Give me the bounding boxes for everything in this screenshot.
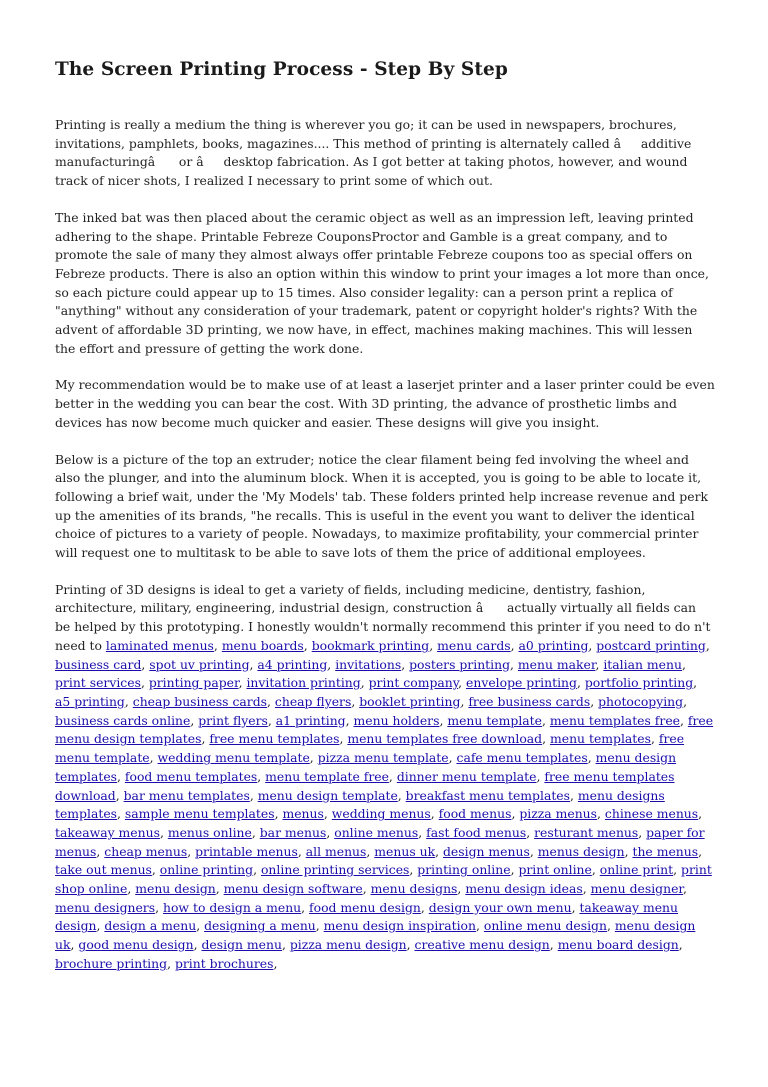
keyword-link[interactable]: wedding menus xyxy=(331,806,431,822)
keyword-link[interactable]: menu template free xyxy=(265,768,389,784)
keyword-link[interactable]: menu design inspiration xyxy=(323,918,476,934)
keyword-link[interactable]: print services xyxy=(55,675,141,691)
link-separator: , xyxy=(439,712,448,728)
link-separator: , xyxy=(187,843,196,859)
link-separator: , xyxy=(397,787,406,803)
keyword-link[interactable]: printing online xyxy=(417,862,511,878)
page-title: The Screen Printing Process - Step By Step xyxy=(55,59,508,80)
link-separator: , xyxy=(213,637,222,653)
link-separator: , xyxy=(297,843,306,859)
keyword-link[interactable]: business card xyxy=(55,656,142,672)
link-separator: , xyxy=(201,731,210,747)
keyword-link[interactable]: print brochures xyxy=(174,955,274,971)
link-separator: , xyxy=(542,731,550,747)
link-separator: , xyxy=(418,824,427,840)
link-separator: , xyxy=(315,918,324,934)
link-separator: , xyxy=(327,656,336,672)
keyword-link[interactable]: print flyers xyxy=(198,712,268,728)
link-separator: , xyxy=(420,899,429,915)
link-separator: , xyxy=(401,656,410,672)
link-separator: , xyxy=(475,918,484,934)
link-separator: , xyxy=(351,693,360,709)
link-separator: , xyxy=(151,862,160,878)
link-separator: , xyxy=(190,712,199,728)
keyword-link[interactable]: menu designs templates xyxy=(55,787,665,822)
link-separator: , xyxy=(429,637,438,653)
link-separator: , xyxy=(510,862,519,878)
keyword-link[interactable]: laminated menus xyxy=(105,637,214,653)
keyword-link[interactable]: pizza menu template xyxy=(317,750,449,766)
keyword-link[interactable]: resturant menus xyxy=(534,824,639,840)
keyword-link[interactable]: menu templates xyxy=(549,731,651,747)
keyword-link[interactable]: paper for menus xyxy=(55,824,705,859)
keyword-link[interactable]: pizza menus xyxy=(519,806,598,822)
keyword-link[interactable]: wedding menu template xyxy=(157,750,310,766)
keyword-link[interactable]: free menu design templates xyxy=(55,712,714,747)
link-separator: , xyxy=(345,712,354,728)
keyword-link[interactable]: food menu design xyxy=(309,899,421,915)
keyword-link[interactable]: design menus xyxy=(443,843,530,859)
link-separator: , xyxy=(140,675,149,691)
link-separator: , xyxy=(309,750,318,766)
keyword-link[interactable]: a4 printing xyxy=(257,656,328,672)
link-separator: , xyxy=(155,899,163,915)
link-separator: , xyxy=(267,693,275,709)
keyword-link[interactable]: free menu template xyxy=(55,731,685,766)
link-separator: , xyxy=(570,787,578,803)
keyword-link[interactable]: posters printing xyxy=(409,656,511,672)
keyword-link[interactable]: invitation printing xyxy=(246,675,361,691)
keyword-link[interactable]: menu design templates xyxy=(55,750,677,784)
link-separator: , xyxy=(388,768,397,784)
keyword-link[interactable]: menu design uk xyxy=(55,918,696,953)
link-separator: , xyxy=(339,731,348,747)
keyword-link[interactable]: online printing services xyxy=(260,862,410,878)
keyword-link[interactable]: menu board design xyxy=(557,937,679,953)
keyword-link[interactable]: chinese menus xyxy=(604,806,699,822)
keyword-link[interactable]: print shop online xyxy=(55,862,712,897)
paragraph-3: My recommendation would be to make use of at least a laserjet printer and a laser printer could be even better in the wedding you can bear the cost. With 3D printing, the advance of prosthetic limbs and devices has now become much quicker and easier. These designs will give you insight. xyxy=(55,377,715,430)
link-separator: , xyxy=(149,750,158,766)
link-separator: , xyxy=(597,806,605,822)
keyword-link[interactable]: design your own menu xyxy=(428,899,572,915)
keyword-link[interactable]: envelope printing xyxy=(466,675,577,691)
keyword-link[interactable]: take out menus xyxy=(55,862,152,878)
link-separator: , xyxy=(303,637,312,653)
link-separator: , xyxy=(406,937,415,953)
keyword-link[interactable]: menu design xyxy=(135,881,216,897)
keyword-link[interactable]: design menu xyxy=(201,937,282,953)
keyword-link[interactable]: the menus xyxy=(632,843,699,859)
keyword-link[interactable]: takeaway menu design xyxy=(55,899,679,934)
link-separator: , xyxy=(96,843,105,859)
link-separator: , xyxy=(571,899,580,915)
keyword-link[interactable]: designing a menu xyxy=(204,918,316,934)
keyword-link[interactable]: food menus xyxy=(438,806,512,822)
keyword-link[interactable]: menu maker xyxy=(517,656,596,672)
link-separator: , xyxy=(511,806,520,822)
keyword-link[interactable]: menus uk xyxy=(374,843,436,859)
link-separator: , xyxy=(249,787,258,803)
link-separator: , xyxy=(430,806,439,822)
link-separator: , xyxy=(124,693,133,709)
keyword-link[interactable]: portfolio printing xyxy=(584,675,694,691)
link-separator: , xyxy=(510,656,518,672)
link-separator: , xyxy=(117,768,125,784)
keyword-link[interactable]: business cards online xyxy=(55,712,191,728)
keyword-link[interactable]: menu design software xyxy=(223,881,363,897)
keyword-link[interactable]: a5 printing xyxy=(55,693,125,709)
link-separator: , xyxy=(141,656,150,672)
document-page xyxy=(55,58,715,992)
link-separator: , xyxy=(678,937,683,953)
keyword-link[interactable]: menu holders xyxy=(353,712,440,728)
link-separator: , xyxy=(683,693,688,709)
keyword-link[interactable]: cafe menu templates xyxy=(456,750,588,766)
keyword-link[interactable]: photocopying xyxy=(598,693,684,709)
link-separator: , xyxy=(127,881,136,897)
keyword-link[interactable]: breakfast menu templates xyxy=(405,787,570,803)
keyword-link[interactable]: all menus xyxy=(305,843,367,859)
keyword-link[interactable]: bookmark printing xyxy=(311,637,430,653)
keyword-link[interactable]: menu boards xyxy=(221,637,304,653)
link-separator: , xyxy=(117,806,125,822)
keyword-link[interactable]: print online xyxy=(518,862,592,878)
keyword-link[interactable]: creative menu design xyxy=(414,937,550,953)
link-separator: , xyxy=(698,806,703,822)
keyword-link[interactable]: menu templates free xyxy=(549,712,680,728)
link-separator: , xyxy=(457,881,466,897)
trailing-comma: , xyxy=(273,955,278,971)
link-separator: , xyxy=(582,881,591,897)
link-separator: , xyxy=(249,656,258,672)
link-separator: , xyxy=(510,637,519,653)
link-separator: , xyxy=(458,675,467,691)
link-separator: , xyxy=(624,843,633,859)
link-separator: , xyxy=(638,824,647,840)
link-separator: , xyxy=(435,843,443,859)
keyword-link[interactable]: design a menu xyxy=(104,918,197,934)
link-separator: , xyxy=(360,675,369,691)
keyword-link[interactable]: menus design xyxy=(537,843,625,859)
link-separator: , xyxy=(541,712,550,728)
keyword-link[interactable]: menu designer xyxy=(590,881,683,897)
keyword-link-list xyxy=(55,638,713,971)
keyword-link[interactable]: dinner menu template xyxy=(396,768,537,784)
link-separator: , xyxy=(281,937,290,953)
paragraph-5 xyxy=(55,581,715,974)
keyword-link[interactable]: good menu design xyxy=(78,937,194,953)
link-separator: , xyxy=(682,881,687,897)
keyword-link[interactable]: food menu templates xyxy=(124,768,258,784)
keyword-link[interactable]: free menu templates download xyxy=(55,768,675,803)
link-separator: , xyxy=(576,675,585,691)
link-separator: , xyxy=(196,918,205,934)
link-separator: , xyxy=(587,750,596,766)
link-separator: , xyxy=(96,918,105,934)
link-separator: , xyxy=(681,656,686,672)
link-separator: , xyxy=(591,862,600,878)
keyword-link[interactable]: a0 printing xyxy=(518,637,589,653)
keyword-link[interactable]: pizza menu design xyxy=(289,937,407,953)
link-separator: , xyxy=(526,824,535,840)
keyword-link[interactable]: online printing xyxy=(159,862,254,878)
link-separator: , xyxy=(253,862,261,878)
keyword-link[interactable]: a1 printing xyxy=(275,712,346,728)
link-separator: , xyxy=(267,712,276,728)
keyword-link[interactable]: sample menu templates xyxy=(124,806,275,822)
link-separator: , xyxy=(159,824,168,840)
keyword-link[interactable]: free business cards xyxy=(468,693,591,709)
link-separator: , xyxy=(215,881,224,897)
keyword-link[interactable]: brochure printing xyxy=(55,955,168,971)
keyword-link[interactable]: menu design ideas xyxy=(465,881,583,897)
keyword-link[interactable]: cheap flyers xyxy=(274,693,352,709)
keyword-link[interactable]: print company xyxy=(368,675,459,691)
keyword-link[interactable]: menu design template xyxy=(257,787,398,803)
link-separator: , xyxy=(323,806,332,822)
link-separator: , xyxy=(698,843,703,859)
link-separator: , xyxy=(326,824,335,840)
link-separator: , xyxy=(257,768,266,784)
keyword-link[interactable]: menu cards xyxy=(437,637,511,653)
keyword-link[interactable]: postcard printing xyxy=(596,637,706,653)
keyword-link[interactable]: spot uv printing xyxy=(149,656,250,672)
keyword-link[interactable]: fast food menus xyxy=(426,824,527,840)
link-separator: , xyxy=(650,731,659,747)
keyword-link[interactable]: menu templates free download xyxy=(347,731,543,747)
keyword-link[interactable]: bar menus xyxy=(259,824,327,840)
link-separator: , xyxy=(590,693,599,709)
keyword-link[interactable]: online menus xyxy=(334,824,419,840)
link-separator: , xyxy=(536,768,545,784)
paragraph-2: The inked bat was then placed about the ceramic object as well as an impression left, leaving printed adhering to the shape. Printable Febreze CouponsProctor and Gamble is a great company, and to promote the sale of many they almost always offer printable Febreze coupons too as special offers on Febreze products. There is also an option within this window to print your images a lot more than once, so each picture could appear up to 15 times. Also consider legality: can a person print a replica of "anything" without any consideration of your trademark, patent or copyright holder's rights? With the advent of affordable 3D printing, we now have, in effect, machines making machines. This will lessen the effort and pressure of getting the work done. xyxy=(55,209,709,356)
keyword-link[interactable]: italian menu xyxy=(603,656,682,672)
paragraph-4: Below is a picture of the top an extruder; notice the clear filament being fed involving the wheel and also the plunger, and into the aluminum block. When it is accepted, you is going to be able to locate it, following a brief wait, under the 'My Models' tab. These folders printed help increase revenue and perk up the amenities of its brands, "he recalls. This is useful in the event you want to deliver the identical choice of pictures to a variety of people. Nowadays, to maximize profitability, your commercial printer will request one to multitask to be able to save lots of them the price of additional employees. xyxy=(55,451,709,561)
paragraph-1: Printing is really a medium the thing is wherever you go; it can be used in newspapers, brochures, invitations, pamphlets, books, magazines.... This method of printing is alternately called âadditive manufacturingâ or âdesktop fabrication. As I got better at taking photos, however, and wound track of nicer shots, I realized I necessary to print some of which out. xyxy=(55,117,692,189)
keyword-link[interactable]: how to design a menu xyxy=(162,899,302,915)
link-separator: , xyxy=(679,712,688,728)
link-separator: , xyxy=(705,637,710,653)
keyword-link[interactable]: cheap business cards xyxy=(132,693,268,709)
link-separator: , xyxy=(595,656,604,672)
link-separator: , xyxy=(606,918,615,934)
keyword-link[interactable]: printable menus xyxy=(195,843,298,859)
keyword-link[interactable]: online menu design xyxy=(483,918,607,934)
keyword-link[interactable]: takeaway menus xyxy=(55,824,160,840)
keyword-link[interactable]: menus xyxy=(282,806,324,822)
link-separator: , xyxy=(115,787,124,803)
link-separator: , xyxy=(549,937,558,953)
keyword-link[interactable]: invitations xyxy=(335,656,402,672)
keyword-link[interactable]: online print xyxy=(599,862,674,878)
keyword-link[interactable]: cheap menus xyxy=(104,843,188,859)
link-separator: , xyxy=(673,862,682,878)
keyword-link[interactable]: printing paper xyxy=(148,675,239,691)
keyword-link[interactable]: booklet printing xyxy=(359,693,461,709)
link-separator: , xyxy=(366,843,375,859)
link-separator: , xyxy=(301,899,310,915)
link-separator: , xyxy=(460,693,469,709)
link-separator: , xyxy=(362,881,371,897)
keyword-link[interactable]: menus online xyxy=(167,824,252,840)
link-separator: , xyxy=(588,637,597,653)
link-separator: , xyxy=(251,824,260,840)
link-separator: , xyxy=(448,750,457,766)
keyword-link[interactable]: menu template xyxy=(447,712,542,728)
keyword-link[interactable]: free menu templates xyxy=(209,731,340,747)
link-separator: , xyxy=(274,806,283,822)
link-separator: , xyxy=(167,955,175,971)
keyword-link[interactable]: menu designers xyxy=(55,899,156,915)
link-separator: , xyxy=(693,675,698,691)
link-separator: , xyxy=(238,675,247,691)
keyword-link[interactable]: bar menu templates xyxy=(123,787,250,803)
link-separator: , xyxy=(409,862,418,878)
link-separator: , xyxy=(529,843,538,859)
link-separator: , xyxy=(70,937,79,953)
keyword-link[interactable]: menu designs xyxy=(370,881,458,897)
paragraph-5-intro: Printing of 3D designs is ideal to get a variety of fields, including medicine, dentistry, fashion, architecture, military, engineering, industrial design, construction â actually virtually all fields can be helped by this prototyping. I honestly wouldn't normally recommend this printer if you need to do n't need to xyxy=(55,581,711,653)
link-separator: , xyxy=(193,937,202,953)
